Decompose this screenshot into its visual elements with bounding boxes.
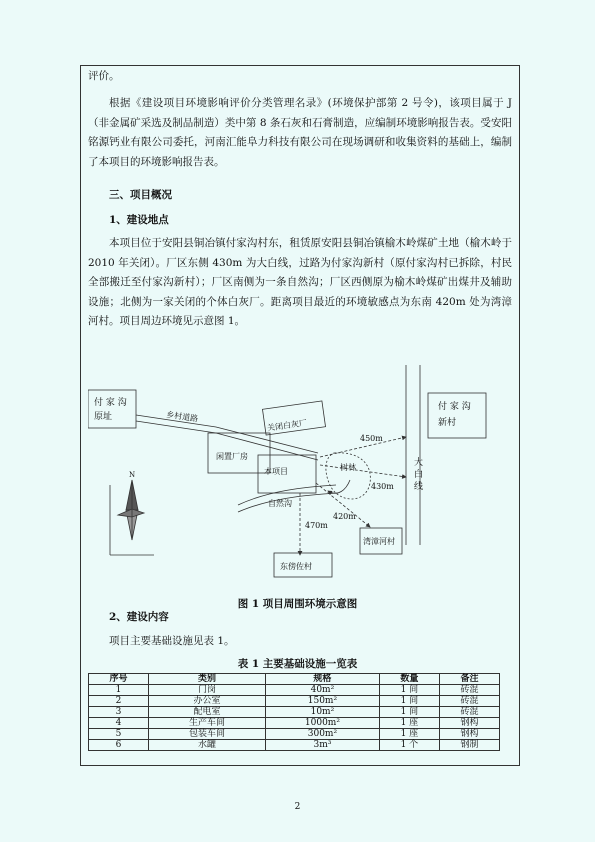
dabai-road-label: 大白线: [414, 458, 424, 492]
closed-lime-label: 关闭白灰厂: [266, 418, 308, 433]
cell: 6: [89, 740, 149, 751]
distance-430: 430m: [371, 482, 394, 491]
old-site-box: [88, 390, 136, 428]
natural-ditch-label: 自然沟: [268, 499, 292, 508]
cell: 300m²: [265, 729, 379, 740]
idle-plant-label: 闲置厂房: [216, 452, 248, 461]
table-row: [89, 685, 500, 696]
cell: 配电室: [149, 707, 266, 718]
cell: 钢制: [439, 740, 499, 751]
cell: 水罐: [149, 740, 266, 751]
north-label: N: [129, 471, 136, 479]
cell: 砖混: [439, 685, 499, 696]
cell: 生产车间: [149, 718, 266, 729]
header-cell: 类别: [149, 674, 266, 685]
cell: 1 座: [379, 729, 439, 740]
paragraph-classification: 根据《建设项目环境影响评价分类管理名录》(环境保护部第 2 号令)，该项目属于 J（非金属矿采选及制品制造）类中第 8 条石灰和石膏制造，应编制环境影响报告表。受安阳铭源钙业有限公司委托，河南汇能阜力科技有限公司在现场调研和收集资料的基础上，编制了本项目的环境影响报告表。: [88, 97, 512, 168]
cell: 砖混: [439, 696, 499, 707]
cell: 3: [89, 707, 149, 718]
header-cell: 规格: [265, 674, 379, 685]
cell: 1 座: [379, 718, 439, 729]
distance-470: 470m: [305, 521, 328, 530]
cell: 4: [89, 718, 149, 729]
cell: 40m²: [265, 685, 379, 696]
cell: 1 间: [379, 707, 439, 718]
forest-area: [326, 453, 370, 499]
north-arrow-icon: [110, 480, 154, 555]
wanzhang-label: 湾漳河村: [363, 537, 395, 546]
distance-450: 450m: [360, 434, 383, 443]
cell: 1 间: [379, 696, 439, 707]
cell: 3m³: [265, 740, 379, 751]
table-row: [89, 696, 500, 707]
cell: 办公室: [149, 696, 266, 707]
surroundings-map: [88, 365, 518, 580]
paragraph-location: 本项目位于安阳县铜冶镇付家沟村东，租赁原安阳县铜冶镇榆木岭煤矿土地（榆木岭于 2010 年关闭）。厂区东侧 430m 为大白线，过路为付家沟新村（原付家沟村已拆除，村民全部搬迁至付家沟新村）；厂区南侧为一条自然沟；厂区西侧原为榆木岭煤矿出煤井及辅助设施；北侧为一家关闭的个体白灰厂。距离项目最近的环境敏感点为东南 420m 处为湾漳河村。项目周边环境见示意图 1。: [88, 237, 512, 327]
distance-420: 420m: [333, 512, 356, 521]
old-site-label: 付 家 沟原址: [94, 398, 127, 422]
cell: 钢构: [439, 718, 499, 729]
new-village-box: [428, 393, 486, 438]
page-number: 2: [294, 802, 301, 812]
cell: 10m²: [265, 707, 379, 718]
cell: 5: [89, 729, 149, 740]
cell: 1 间: [379, 685, 439, 696]
cell: 1000m²: [265, 718, 379, 729]
table-row: [89, 729, 500, 740]
table-row: [89, 740, 500, 751]
cell: 1: [89, 685, 149, 696]
header-cell: 备注: [439, 674, 499, 685]
village-road-label: 乡村道路: [165, 410, 199, 424]
figure-caption: 图 1 项目周围环境示意图: [237, 598, 358, 610]
subheading-location: 1、建设地点: [109, 214, 169, 226]
table-header-row: [89, 674, 500, 685]
intro-tail: 评价。: [88, 70, 120, 82]
dongfang-label: 东傍佐村: [280, 562, 312, 571]
table-row: [89, 707, 500, 718]
cell: 1 个: [379, 740, 439, 751]
facility-table: [88, 673, 500, 751]
header-cell: 序号: [89, 674, 149, 685]
project-label: 本项目: [264, 467, 288, 476]
header-cell: 数量: [379, 674, 439, 685]
table-row: [89, 718, 500, 729]
forest-label: 树林: [340, 463, 356, 472]
cell: 砖混: [439, 707, 499, 718]
subheading-content: 2、建设内容: [109, 611, 169, 623]
cell: 150m²: [265, 696, 379, 707]
cell: 2: [89, 696, 149, 707]
paragraph-table-ref: 项目主要基础设施见表 1。: [109, 635, 235, 647]
cell: 钢构: [439, 729, 499, 740]
section-heading-overview: 三、项目概况: [109, 189, 172, 201]
new-village-label: 付 家 沟新村: [438, 402, 471, 428]
table-title: 表 1 主要基础设施一览表: [237, 658, 358, 670]
cell: 包装车间: [149, 729, 266, 740]
cell: 门岗: [149, 685, 266, 696]
